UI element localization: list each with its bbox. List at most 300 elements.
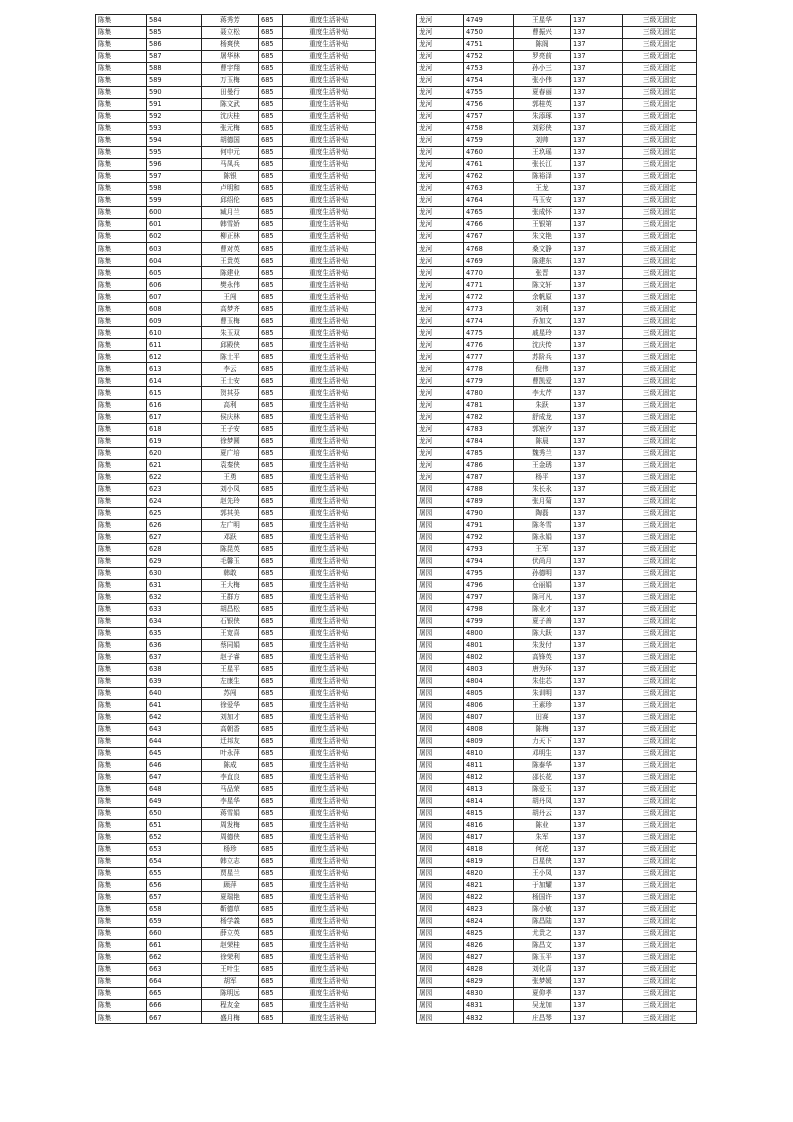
table-cell: 陈士平	[202, 351, 259, 363]
table-cell: 王金琇	[514, 459, 571, 471]
table-cell: 685	[259, 832, 283, 844]
table-cell: 陈集	[96, 339, 147, 351]
table-cell: 4774	[464, 315, 514, 327]
table-cell: 137	[571, 531, 623, 543]
table-cell: 685	[259, 964, 283, 976]
table-cell: 陈文武	[202, 99, 259, 111]
table-row	[96, 940, 376, 952]
table-cell: 4800	[464, 627, 514, 639]
table-cell: 685	[259, 399, 283, 411]
table-cell: 4792	[464, 531, 514, 543]
table-cell: 137	[571, 363, 623, 375]
table-cell: 137	[571, 315, 623, 327]
table-cell: 4786	[464, 459, 514, 471]
table-cell: 盛月梅	[202, 1012, 259, 1024]
table-cell: 685	[259, 844, 283, 856]
table-cell: 685	[259, 916, 283, 928]
table-cell: 夏春丽	[514, 87, 571, 99]
table-cell: 陈集	[96, 99, 147, 111]
left-subsidy-table	[95, 14, 376, 1024]
table-cell: 685	[259, 339, 283, 351]
table-cell: 重度生活补贴	[283, 543, 376, 555]
table-cell: 600	[147, 207, 202, 219]
table-cell: 龙河	[417, 327, 464, 339]
table-cell: 685	[259, 663, 283, 675]
table-cell: 陶磊	[514, 507, 571, 519]
table-cell: 屠园	[417, 735, 464, 747]
table-cell: 龙河	[417, 147, 464, 159]
table-cell: 龙河	[417, 231, 464, 243]
table-row	[417, 651, 697, 663]
table-cell: 聂立松	[202, 27, 259, 39]
table-cell: 4764	[464, 195, 514, 207]
table-cell: 614	[147, 375, 202, 387]
table-cell: 重度生活补贴	[283, 471, 376, 483]
table-cell: 陈集	[96, 747, 147, 759]
table-cell: 137	[571, 435, 623, 447]
table-cell: 重度生活补贴	[283, 519, 376, 531]
table-cell: 重度生活补贴	[283, 495, 376, 507]
table-cell: 陈大跃	[514, 627, 571, 639]
table-cell: 4761	[464, 159, 514, 171]
table-cell: 685	[259, 675, 283, 687]
table-cell: 598	[147, 183, 202, 195]
table-row	[417, 543, 697, 555]
table-row	[96, 651, 376, 663]
table-cell: 马凤兵	[202, 159, 259, 171]
table-cell: 685	[259, 1000, 283, 1012]
table-cell: 137	[571, 375, 623, 387]
table-cell: 陈集	[96, 820, 147, 832]
table-cell: 胡丹凤	[514, 796, 571, 808]
table-cell: 重度生活补贴	[283, 375, 376, 387]
table-cell: 4772	[464, 291, 514, 303]
table-cell: 陈集	[96, 723, 147, 735]
table-cell: 三级无固定	[623, 135, 697, 147]
table-cell: 三级无固定	[623, 579, 697, 591]
table-cell: 593	[147, 123, 202, 135]
table-cell: 陈集	[96, 784, 147, 796]
table-cell: 重度生活补贴	[283, 687, 376, 699]
table-cell: 重度生活补贴	[283, 916, 376, 928]
table-cell: 高朝香	[202, 723, 259, 735]
table-row	[96, 243, 376, 255]
table-cell: 4751	[464, 39, 514, 51]
table-cell: 685	[259, 267, 283, 279]
table-cell: 陈集	[96, 976, 147, 988]
table-cell: 4831	[464, 1000, 514, 1012]
table-cell: 重度生活补贴	[283, 723, 376, 735]
table-cell: 重度生活补贴	[283, 603, 376, 615]
table-cell: 三级无固定	[623, 916, 697, 928]
table-cell: 三级无固定	[623, 555, 697, 567]
table-cell: 三级无固定	[623, 351, 697, 363]
table-row	[96, 507, 376, 519]
table-cell: 陈集	[96, 231, 147, 243]
table-cell: 刘利	[514, 303, 571, 315]
table-cell: 龙河	[417, 75, 464, 87]
table-cell: 685	[259, 315, 283, 327]
table-cell: 屠园	[417, 820, 464, 832]
table-cell: 重度生活补贴	[283, 904, 376, 916]
table-cell: 屠园	[417, 495, 464, 507]
table-cell: 137	[571, 784, 623, 796]
table-cell: 吕星侠	[514, 856, 571, 868]
table-cell: 徐荣利	[202, 952, 259, 964]
table-cell: 660	[147, 928, 202, 940]
table-cell: 三级无固定	[623, 219, 697, 231]
table-cell: 重度生活补贴	[283, 988, 376, 1000]
table-cell: 唐为环	[514, 663, 571, 675]
table-cell: 649	[147, 796, 202, 808]
table-cell: 龙河	[417, 279, 464, 291]
table-cell: 137	[571, 868, 623, 880]
table-cell: 重度生活补贴	[283, 291, 376, 303]
table-cell: 4825	[464, 928, 514, 940]
table-cell: 685	[259, 447, 283, 459]
table-cell: 685	[259, 796, 283, 808]
table-cell: 4775	[464, 327, 514, 339]
table-cell: 三级无固定	[623, 639, 697, 651]
table-row	[96, 495, 376, 507]
table-cell: 619	[147, 435, 202, 447]
table-cell: 三级无固定	[623, 759, 697, 771]
table-cell: 重度生活补贴	[283, 844, 376, 856]
table-cell: 4815	[464, 808, 514, 820]
table-cell: 陈集	[96, 447, 147, 459]
table-cell: 652	[147, 832, 202, 844]
table-row	[417, 567, 697, 579]
table-cell: 137	[571, 928, 623, 940]
table-row	[417, 988, 697, 1000]
table-cell: 137	[571, 327, 623, 339]
table-cell: 陈集	[96, 243, 147, 255]
table-cell: 桑文静	[514, 243, 571, 255]
table-cell: 重度生活补贴	[283, 63, 376, 75]
table-row	[417, 747, 697, 759]
table-cell: 三级无固定	[623, 471, 697, 483]
table-cell: 585	[147, 27, 202, 39]
table-cell: 三级无固定	[623, 51, 697, 63]
table-row	[417, 507, 697, 519]
table-cell: 力天下	[514, 735, 571, 747]
right-table-body	[417, 15, 697, 1024]
table-row	[417, 75, 697, 87]
table-cell: 吴龙加	[514, 1000, 571, 1012]
table-cell: 龙河	[417, 315, 464, 327]
table-cell: 685	[259, 231, 283, 243]
table-cell: 4778	[464, 363, 514, 375]
table-row	[417, 183, 697, 195]
table-cell: 587	[147, 51, 202, 63]
table-cell: 4788	[464, 483, 514, 495]
table-cell: 137	[571, 723, 623, 735]
table-row	[417, 928, 697, 940]
table-row	[96, 567, 376, 579]
table-cell: 陈集	[96, 183, 147, 195]
table-cell: 朱玉双	[202, 327, 259, 339]
table-cell: 4781	[464, 399, 514, 411]
table-cell: 4799	[464, 615, 514, 627]
table-row	[417, 976, 697, 988]
table-cell: 137	[571, 651, 623, 663]
table-cell: 685	[259, 747, 283, 759]
table-cell: 田赛	[514, 711, 571, 723]
table-cell: 637	[147, 651, 202, 663]
table-cell: 夏瑞艳	[202, 892, 259, 904]
table-row	[96, 363, 376, 375]
table-cell: 屠园	[417, 711, 464, 723]
table-cell: 685	[259, 892, 283, 904]
table-cell: 137	[571, 351, 623, 363]
table-cell: 4757	[464, 111, 514, 123]
table-cell: 4750	[464, 27, 514, 39]
table-cell: 三级无固定	[623, 495, 697, 507]
table-cell: 4801	[464, 639, 514, 651]
table-cell: 重度生活补贴	[283, 363, 376, 375]
table-cell: 685	[259, 15, 283, 27]
table-row	[417, 147, 697, 159]
table-cell: 陈集	[96, 399, 147, 411]
table-cell: 贾星兰	[202, 868, 259, 880]
table-cell: 137	[571, 904, 623, 916]
table-row	[417, 603, 697, 615]
table-cell: 屠园	[417, 603, 464, 615]
table-row	[417, 219, 697, 231]
table-cell: 臧月兰	[202, 207, 259, 219]
table-cell: 重度生活补贴	[283, 147, 376, 159]
table-row	[96, 615, 376, 627]
table-cell: 三级无固定	[623, 123, 697, 135]
table-cell: 曹振兴	[514, 27, 571, 39]
table-row	[417, 255, 697, 267]
table-cell: 龙河	[417, 375, 464, 387]
table-row	[96, 111, 376, 123]
table-cell: 龙河	[417, 219, 464, 231]
table-row	[96, 892, 376, 904]
table-row	[417, 615, 697, 627]
table-cell: 137	[571, 303, 623, 315]
table-cell: 高梦齐	[202, 303, 259, 315]
table-row	[96, 459, 376, 471]
table-cell: 屠园	[417, 579, 464, 591]
table-cell: 朱跃	[514, 399, 571, 411]
table-cell: 4809	[464, 735, 514, 747]
table-cell: 重度生活补贴	[283, 399, 376, 411]
table-cell: 137	[571, 940, 623, 952]
table-cell: 龙河	[417, 15, 464, 27]
table-cell: 685	[259, 519, 283, 531]
table-cell: 137	[571, 195, 623, 207]
table-cell: 137	[571, 856, 623, 868]
table-cell: 王星华	[514, 15, 571, 27]
table-cell: 龙河	[417, 39, 464, 51]
table-cell: 三级无固定	[623, 868, 697, 880]
table-cell: 137	[571, 1000, 623, 1012]
table-cell: 三级无固定	[623, 952, 697, 964]
table-cell: 三级无固定	[623, 411, 697, 423]
table-cell: 三级无固定	[623, 327, 697, 339]
table-cell: 三级无固定	[623, 627, 697, 639]
table-row	[417, 675, 697, 687]
table-cell: 屠园	[417, 868, 464, 880]
table-cell: 徐爱华	[202, 699, 259, 711]
table-cell: 685	[259, 1012, 283, 1024]
table-cell: 137	[571, 387, 623, 399]
table-cell: 685	[259, 904, 283, 916]
table-cell: 韩立志	[202, 856, 259, 868]
table-row	[417, 1012, 697, 1024]
table-cell: 三级无固定	[623, 940, 697, 952]
table-row	[417, 663, 697, 675]
table-cell: 685	[259, 639, 283, 651]
table-cell: 张元梅	[202, 123, 259, 135]
table-cell: 王勇	[202, 471, 259, 483]
table-cell: 重度生活补贴	[283, 928, 376, 940]
table-row	[96, 351, 376, 363]
table-cell: 重度生活补贴	[283, 15, 376, 27]
table-cell: 三级无固定	[623, 399, 697, 411]
table-cell: 陈明远	[202, 988, 259, 1000]
table-cell: 137	[571, 892, 623, 904]
table-cell: 马玉安	[514, 195, 571, 207]
table-cell: 三级无固定	[623, 363, 697, 375]
table-cell: 607	[147, 291, 202, 303]
table-cell: 三级无固定	[623, 615, 697, 627]
table-cell: 龙河	[417, 87, 464, 99]
table-cell: 重度生活补贴	[283, 771, 376, 783]
table-cell: 石银侠	[202, 615, 259, 627]
table-cell: 龙河	[417, 183, 464, 195]
table-row	[96, 699, 376, 711]
table-cell: 137	[571, 99, 623, 111]
table-cell: 马品荣	[202, 784, 259, 796]
table-cell: 夏仰孝	[514, 988, 571, 1000]
table-cell: 仓丽娟	[514, 579, 571, 591]
table-row	[417, 39, 697, 51]
table-row	[96, 195, 376, 207]
table-cell: 三级无固定	[623, 483, 697, 495]
table-cell: 陈集	[96, 159, 147, 171]
table-cell: 陈集	[96, 51, 147, 63]
table-cell: 4808	[464, 723, 514, 735]
table-cell: 685	[259, 351, 283, 363]
table-cell: 4819	[464, 856, 514, 868]
table-cell: 137	[571, 171, 623, 183]
table-row	[417, 267, 697, 279]
table-cell: 137	[571, 880, 623, 892]
table-cell: 三级无固定	[623, 447, 697, 459]
table-row	[417, 844, 697, 856]
table-row	[96, 591, 376, 603]
table-cell: 陈集	[96, 892, 147, 904]
table-cell: 137	[571, 579, 623, 591]
table-cell: 陈银	[202, 171, 259, 183]
table-cell: 三级无固定	[623, 159, 697, 171]
table-cell: 137	[571, 147, 623, 159]
table-cell: 赵先玲	[202, 495, 259, 507]
table-cell: 重度生活补贴	[283, 267, 376, 279]
table-cell: 三级无固定	[623, 195, 697, 207]
table-row	[417, 111, 697, 123]
table-cell: 685	[259, 940, 283, 952]
table-row	[96, 1000, 376, 1012]
table-cell: 重度生活补贴	[283, 243, 376, 255]
table-cell: 三级无固定	[623, 591, 697, 603]
table-cell: 屠园	[417, 1012, 464, 1024]
table-row	[96, 543, 376, 555]
table-cell: 137	[571, 808, 623, 820]
table-cell: 杨国许	[514, 892, 571, 904]
table-cell: 龙河	[417, 471, 464, 483]
table-cell: 604	[147, 255, 202, 267]
table-cell: 三级无固定	[623, 567, 697, 579]
table-cell: 588	[147, 63, 202, 75]
table-cell: 137	[571, 159, 623, 171]
table-cell: 陈集	[96, 471, 147, 483]
table-cell: 重度生活补贴	[283, 135, 376, 147]
table-row	[417, 207, 697, 219]
table-cell: 4780	[464, 387, 514, 399]
table-cell: 4787	[464, 471, 514, 483]
table-row	[96, 832, 376, 844]
table-cell: 重度生活补贴	[283, 747, 376, 759]
table-cell: 杨珍	[202, 844, 259, 856]
table-cell: 重度生活补贴	[283, 51, 376, 63]
table-row	[96, 135, 376, 147]
table-cell: 4794	[464, 555, 514, 567]
table-cell: 朱佳芯	[514, 675, 571, 687]
table-cell: 重度生活补贴	[283, 207, 376, 219]
table-cell: 4797	[464, 591, 514, 603]
table-cell: 重度生活补贴	[283, 27, 376, 39]
table-cell: 137	[571, 663, 623, 675]
table-row	[417, 291, 697, 303]
table-row	[96, 603, 376, 615]
table-row	[417, 495, 697, 507]
table-row	[417, 759, 697, 771]
table-cell: 重度生活补贴	[283, 159, 376, 171]
table-cell: 陈集	[96, 868, 147, 880]
table-cell: 重度生活补贴	[283, 123, 376, 135]
table-cell: 4785	[464, 447, 514, 459]
table-cell: 陈集	[96, 543, 147, 555]
table-cell: 杨学義	[202, 916, 259, 928]
table-cell: 685	[259, 99, 283, 111]
table-cell: 4798	[464, 603, 514, 615]
table-row	[96, 399, 376, 411]
table-cell: 4791	[464, 519, 514, 531]
table-cell: 屠园	[417, 976, 464, 988]
table-cell: 郭宸汐	[514, 423, 571, 435]
table-cell: 蔡同娟	[202, 639, 259, 651]
table-cell: 重度生活补贴	[283, 940, 376, 952]
table-row	[96, 303, 376, 315]
table-cell: 685	[259, 303, 283, 315]
table-cell: 重度生活补贴	[283, 856, 376, 868]
table-row	[96, 327, 376, 339]
table-row	[96, 171, 376, 183]
table-cell: 重度生活补贴	[283, 784, 376, 796]
table-cell: 4776	[464, 339, 514, 351]
table-cell: 龙河	[417, 255, 464, 267]
table-cell: 4822	[464, 892, 514, 904]
table-row	[96, 63, 376, 75]
table-cell: 王宽喜	[202, 627, 259, 639]
table-cell: 重度生活补贴	[283, 1000, 376, 1012]
table-cell: 李云	[202, 363, 259, 375]
table-cell: 137	[571, 964, 623, 976]
